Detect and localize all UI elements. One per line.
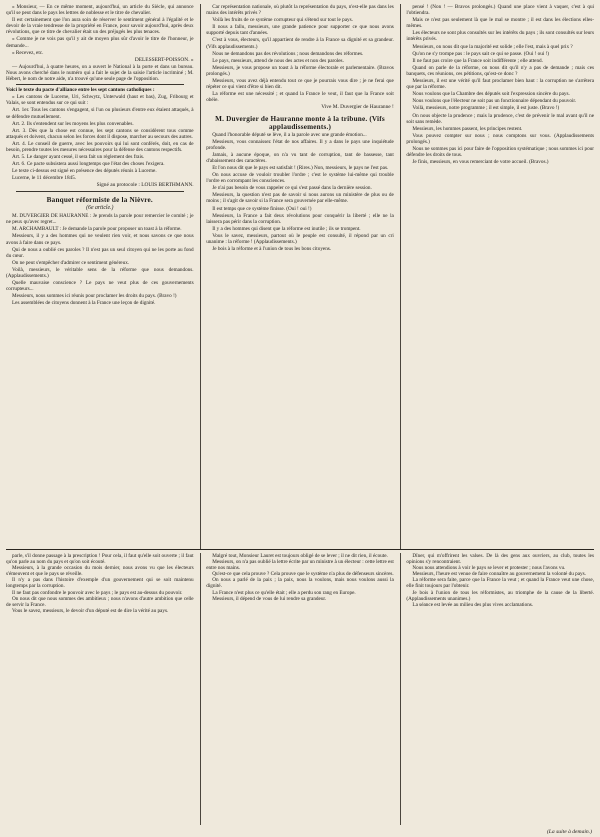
- bottom-column-3: [406, 553, 594, 825]
- column-3: [406, 4, 594, 549]
- duvergier-paragraph-10: Il y a des hommes qui disent que la réforme est inutile ; ils se trompent.: [212, 225, 361, 232]
- speech-cont-paragraph-7: Quand on parle de la réforme, on nous dit qu'il n'y a pas de demande ; mais ces banquets, ces réunions, ces pétitions, qu'est-ce donc ?: [406, 64, 595, 77]
- letter-paragraph-1: « Monsieur, — En ce même moment, aujourd'hui, un article du Siècle, qui annonce qu'il se peut dans le pays les lettres de noblesse et le titre de chevalier.: [6, 4, 194, 17]
- speech-cont-paragraph-1: pensé ! (Non ! — Bravos prolongés.) Quand une place vient à vaquer, c'est à qui l'obtiendra.: [406, 4, 595, 17]
- speech-paragraph-6: Le pays, messieurs, attend de nous des actes et non des paroles.: [212, 57, 344, 64]
- bottom-paragraph-14: Nous nous attendions à voir le pays se lever et protester ; nous l'avons vu.: [412, 565, 566, 572]
- speech-paragraph-2: Voilà les fruits de ce système corrupteur qui s'étend sur tout le pays.: [212, 17, 353, 24]
- bottom-paragraph-8: Messieurs, on n'a pas oublié la lettre écrite par un ministre à un électeur : cette lettre est entre nos mains.: [206, 559, 394, 572]
- duvergier-paragraph-5: On nous accuse de vouloir troubler l'ordre ; c'est le système lui-même qui trouble l'ordre en corrompant les consciences.: [206, 172, 394, 185]
- bottom-paragraph-6: Vous le savez, messieurs, le devoir d'un député est de dire la vérité au pays.: [12, 607, 169, 614]
- banquet-headline: Banquet réformiste de la Nièvre.: [46, 195, 153, 204]
- banquet-paragraph-9: Les assemblées de citoyens donnent à la France une leçon de dignité.: [12, 300, 156, 307]
- pact-intro: « Les cantons de Lucerne, Uri, Schwytz, Unterwald (haut et bas), Zug, Fribourg et Valais, se sont entendus sur ce qui suit :: [6, 94, 194, 107]
- top-columns: [6, 4, 594, 549]
- speech-cont-paragraph-14: Vous pouvez compter sur nous ; nous comptons sur vous. (Applaudissements prolongés.): [406, 132, 595, 145]
- banquet-paragraph-1: M. DUVERGIER DE HAURANNE : Je prends la parole pour remercier le comité ; je ne peux qu'avec regret...: [6, 213, 194, 226]
- bottom-paragraph-1: parle, s'il donne passage à la prescription ! Pour cela, il faut qu'elle soit ouverte ; il faut qu'on parle au nom du pays et qu'on soit écouté.: [6, 553, 194, 566]
- bottom-paragraph-7: Malgré tout, Monsieur Lauret est toujours obligé de se lever ; il ne dit rien, il écoute.: [212, 553, 388, 559]
- bottom-paragraph-9: Qu'est-ce que cela prouve ? Cela prouve que le système n'a plus de défenseurs sincères.: [212, 571, 394, 578]
- speech-cont-paragraph-11: Voilà, messieurs, notre programme ; il est simple, il est juste. (Bravo !): [412, 105, 560, 112]
- bottom-paragraph-4: Il ne faut pas confondre le pouvoir avec le pays ; le pays est au-dessus du pouvoir.: [12, 589, 183, 596]
- speech-paragraph-4: C'est à vous, électeurs, qu'il appartient de rendre à la France sa dignité et sa grandeur. (Vifs applaudissements.): [206, 37, 394, 50]
- pact-article-3: Art. 3. Dès que la chose est connue, les sept cantons se considèrent tous comme attaqués et doivent, chacun selon les forces dont il dispose, marcher au secours des autres.: [6, 127, 194, 140]
- letter-signoff: « Recevez, etc.: [12, 49, 44, 56]
- banquet-paragraph-8: Messieurs, nous sommes ici réunis pour proclamer les droits du pays. (Bravo !): [12, 293, 177, 300]
- duvergier-paragraph-12: Je bois à la réforme et à l'union de tous les bons citoyens.: [212, 246, 332, 253]
- speech-paragraph-7: Messieurs, je vous propose un toast à la réforme électorale et parlementaire. (Bravos prolongés.): [206, 64, 394, 77]
- bottom-paragraph-13: Dîner, qui m'offrirent les valses. De là des gens aux ouvriers, au club, toutes les opinions s'y rencontraient.: [406, 553, 594, 566]
- speech-paragraph-9: La réforme est une nécessité ; et quand la France le veut, il faut que la France soit obéie.: [206, 91, 394, 104]
- duvergier-paragraph-6: Je n'ai pas besoin de vous rappeler ce qui s'est passé dans la dernière session.: [212, 185, 372, 192]
- pact-article-1: Art. 1er. Tous les cantons s'engagent, si l'un ou plusieurs d'entre eux étaient attaqués, à se défendre mutuellement.: [6, 107, 194, 120]
- bottom-paragraph-11: La France n'est plus ce qu'elle était ; elle a perdu son rang en Europe.: [212, 589, 356, 596]
- pact-article-6: Art. 6. Ce pacte subsistera aussi longtemps que l'état des choses l'exigera.: [12, 161, 165, 168]
- column-rule: [200, 553, 201, 825]
- duvergier-headline: M. Duvergier de Hauranne monte à la tribune. (Vifs applaudissements.): [215, 114, 385, 131]
- banquet-paragraph-6: Voilà, messieurs, le véritable sens de la réforme que nous demandons. (Applaudissements.): [6, 266, 194, 279]
- speech-paragraph-8: Messieurs, vous avez déjà entendu tout ce que je pourrais vous dire ; je ne ferai que répéter ce qui vient d'être si bien dit.: [206, 78, 394, 91]
- letter-paragraph-2: Il est certainement que l'on aura soin de réserver le sentiment général à l'égalité et le devoir de la vraie tendresse de la propriété en France, pour savoir aujourd'hui, après deux révolutions, que ce titre de chevalier était un des préjugés les plus tenaces.: [6, 17, 194, 36]
- speech-cont-paragraph-15: Nous ne sommes pas ici pour faire de l'opposition systématique ; nous sommes ici pour défendre les droits de tous.: [406, 145, 595, 159]
- bottom-paragraph-10: On nous a parlé de la paix ; la paix, nous la voulons, mais nous voulons aussi la dignité.: [206, 577, 394, 590]
- duvergier-paragraph-3: Jamais, à aucune époque, on n'a vu tant de corruption, tant de bassesse, tant d'abaissement des caractères.: [206, 151, 394, 164]
- letter-signer: DELESSERT-POISSON. »: [134, 56, 194, 63]
- bottom-paragraph-12: Messieurs, il dépend de vous de lui rendre sa grandeur.: [212, 595, 327, 602]
- banquet-subhead: (6e article.): [86, 204, 114, 211]
- banquet-paragraph-5: On ne peut s'empêcher d'admirer ce sentiment généreux.: [12, 259, 130, 266]
- speech-cont-paragraph-16: Je finis, messieurs, en vous remerciant de votre accueil. (Bravos.): [412, 159, 549, 166]
- speech-cont-paragraph-9: Nous voulons que la Chambre des députés soit l'expression sincère du pays.: [412, 91, 570, 98]
- pact-article-2: Art. 2. Ils s'entendent sur les moyens les plus convenables.: [12, 120, 134, 127]
- speech-cont-paragraph-3: Les électeurs ne sont plus consultés sur les intérêts du pays ; ils sont consultés sur leurs intérêts privés.: [406, 30, 595, 43]
- bottom-paragraph-5: On nous dit que nous sommes des ambitieux ; nous n'avons d'autre ambition que celle de servir la France.: [6, 595, 194, 608]
- duvergier-paragraph-11: Vous le savez, messieurs, partout où le peuple est consulté, il répond par un cri unanime : la réforme ! (Applaudissements.): [206, 232, 394, 245]
- bottom-paragraph-16: La réforme sera faite, parce que la France la veut ; et quand la France veut une chose, elle finit toujours par l'obtenir.: [406, 577, 594, 590]
- speech-paragraph-5: Nous ne demandons pas des révolutions ; nous demandons des réformes.: [212, 50, 364, 57]
- column-rule: [400, 4, 401, 549]
- banquet-paragraph-3: Messieurs, il y a des hommes qui ne veulent rien voir, et nous savons ce que nous avons à faire dans ce pays.: [6, 233, 194, 246]
- bottom-paragraph-3: Il n'y a pas dans l'histoire d'exemple d'un gouvernement qui se soit maintenu longtemps par la corruption.: [6, 577, 194, 590]
- column-1: [6, 4, 194, 549]
- column-rule: [200, 4, 201, 549]
- bottom-paragraph-2: Messieurs, à la grande occasion du mois dernier, nous avons vu que les électeurs s'émeuvent et que le pays se réveille.: [6, 565, 194, 578]
- duvergier-paragraph-2: Messieurs, vous connaissez l'état de nos affaires. Il y a dans le pays une inquiétude profonde.: [206, 138, 394, 151]
- pact-note: Le texte ci-dessus est signé en présence des députés réunis à Lucerne.: [12, 168, 157, 175]
- pact-article-5: Art. 5. Le danger ayant cessé, il sera fait un règlement des frais.: [12, 154, 145, 161]
- bottom-column-1: [6, 553, 194, 825]
- bottom-paragraph-18: La séance est levée au milieu des plus vives acclamations.: [412, 601, 534, 608]
- duvergier-paragraph-7: Messieurs, la question n'est pas de savoir si nous aurons un ministère de plus ou de moins ; il s'agit de savoir si la France sera gouvernée par elle-même.: [206, 192, 394, 205]
- speech-cont-paragraph-8: Messieurs, il est une vérité qu'il faut proclamer bien haut : la corruption ne s'arrêtera que par la réforme.: [406, 78, 595, 91]
- pact-date: Lucerne, le 11 décembre 1845.: [12, 175, 77, 182]
- banquet-paragraph-7: Quelle mauvaise conscience ? Le pays ne veut plus de ces gouvernements corrupteurs...: [6, 280, 194, 293]
- column-2: [206, 4, 394, 549]
- continuation-note: (La suite à demain.): [546, 829, 592, 835]
- national-seizure-paragraph: — Aujourd'hui, à quatre heures, on a ouvert le National à la porte et dans un bureau. Nous avons cherché dans le numéro qui a fait le sujet de la saisie l'article incriminé ; M. Hébert, le nom de notre aide, n'a trouvé qu'une seule page de l'opposition.: [6, 63, 194, 83]
- speech-paragraph-1: Car représentation nationale, où plutôt la représentation du pays, n'est-elle pas dans les mains des intérêts privés ?: [206, 4, 394, 17]
- bottom-section: [6, 549, 594, 825]
- pact-article-4: Art. 4. Le conseil de guerre, avec les pouvoirs qui lui sont conférés, doit, en cas de besoin, prendre toutes les mesures nécessaires pour la défense des cantons respectifs.: [6, 140, 194, 153]
- duvergier-paragraph-4: Et l'on nous dit que le pays est satisfait ! (Rires.) Non, messieurs, le pays ne l'est pas.: [212, 164, 389, 171]
- speech-signature: Vive M. Duvergier de Hauranne !: [321, 104, 394, 111]
- column-rule: [400, 553, 401, 825]
- pact-headline: Voici le texte du pacte d'alliance entre les sept cantons catholiques :: [6, 87, 155, 94]
- banquet-paragraph-2: M. ARCHAMBAULT : Je demande la parole pour proposer un toast à la réforme.: [12, 226, 182, 233]
- speech-cont-paragraph-5: Qu'on ne s'y trompe pas : le pays sait ce qui se passe. (Oui ! oui !): [412, 50, 549, 57]
- divider: [16, 191, 184, 192]
- speech-cont-paragraph-4: Messieurs, on nous dit que la majorité est solide ; elle l'est, mais à quel prix ?: [412, 43, 573, 50]
- speech-cont-paragraph-2: Mais ce n'est pas seulement là que le mal se montre ; il est dans les élections elles-mêmes.: [406, 17, 595, 30]
- divider: [16, 84, 184, 85]
- duvergier-paragraph-8: Il est temps que ce système finisse. (Oui ! oui !): [212, 205, 312, 212]
- speech-cont-paragraph-12: On nous objecte la prudence ; mais la prudence, c'est de prévenir le mal avant qu'il ne soit sans remède.: [406, 112, 595, 125]
- pact-signature: Signé au protocole : LOUIS BERTHMANN.: [96, 182, 194, 189]
- bottom-paragraph-15: Messieurs, l'heure est venue de faire connaître au gouvernement la volonté du pays.: [412, 571, 586, 578]
- bottom-paragraph-17: Je bois à l'union de tous les réformistes, au triomphe de la cause de la liberté. (Applaudissements unanimes.): [406, 589, 594, 602]
- letter-paragraph-3: « Comme je ne vois pas qu'il y ait de moyen plus sûr d'avoir le titre de l'honneur, je demande...: [6, 36, 194, 49]
- bottom-column-2: [206, 553, 394, 825]
- duvergier-paragraph-1: Quand l'honorable député se lève, il a la parole avec une grande émotion...: [212, 131, 367, 138]
- speech-cont-paragraph-13: Messieurs, les hommes passent, les principes restent.: [412, 125, 523, 132]
- speech-paragraph-3: Il nous a fallu, messieurs, une grande patience pour supporter ce que nous avons supporté depuis tant d'années.: [206, 24, 394, 37]
- duvergier-paragraph-9: Messieurs, la France a fait deux révolutions pour conquérir la liberté ; elle ne la laissera pas périr dans la corruption.: [206, 212, 394, 225]
- banquet-paragraph-4: Qui de nous a oublié ces paroles ? Il n'est pas un seul citoyen qui ne les porte au fond du cœur.: [6, 246, 194, 259]
- speech-cont-paragraph-6: Il ne faut pas croire que la France soit indifférente ; elle attend.: [412, 57, 543, 64]
- speech-cont-paragraph-10: Nous voulons que l'électeur ne soit pas un fonctionnaire dépendant du pouvoir.: [412, 98, 577, 105]
